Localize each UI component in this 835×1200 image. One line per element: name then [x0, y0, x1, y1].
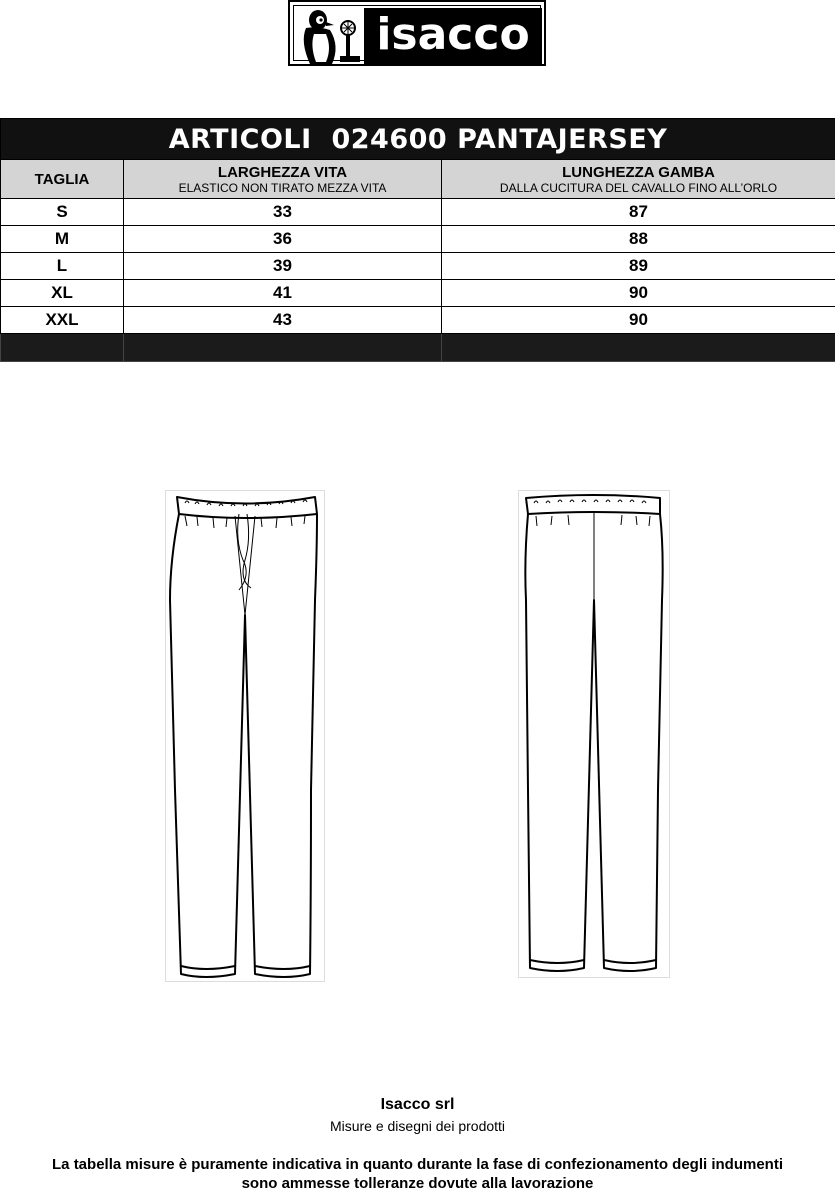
header-leg [442, 160, 835, 199]
disclaimer [0, 1155, 835, 1193]
size-cell: XL [1, 280, 124, 307]
leg-cell: 89 [442, 253, 835, 280]
logo-frame [293, 5, 541, 61]
size-cell: XXL [1, 307, 124, 334]
header-leg-label: LUNGHEZZA GAMBA [562, 163, 715, 181]
leg-cell: 90 [442, 307, 835, 334]
footer-cell [124, 334, 442, 362]
leg-cell: 87 [442, 199, 835, 226]
header-waist [124, 160, 442, 199]
leg-cell: 88 [442, 226, 835, 253]
waist-cell: 36 [124, 226, 442, 253]
disclaimer-line: La tabella misure è puramente indicativa in quanto durante la fase di confezionamento degli indumenti [52, 1156, 783, 1173]
waist-cell: 41 [124, 280, 442, 307]
table-title: ARTICOLI 024600 PANTAJERSEY [1, 119, 835, 160]
waist-cell: 39 [124, 253, 442, 280]
table-row [1, 307, 835, 334]
table-row [1, 199, 835, 226]
trousers-back-drawing [518, 490, 670, 978]
header-size [1, 160, 124, 199]
penguin-mascot-icon [296, 8, 368, 64]
document-subtitle: Misure e disegni dei prodotti [329, 1118, 506, 1134]
header-size-label: TAGLIA [34, 170, 90, 188]
table-row [1, 226, 835, 253]
size-cell: S [1, 199, 124, 226]
brand-logo [288, 0, 546, 66]
company-name: Isacco srl [380, 1096, 455, 1113]
size-chart-table [0, 118, 835, 362]
trousers-front-drawing [165, 490, 325, 982]
leg-cell: 90 [442, 280, 835, 307]
disclaimer-line: sono ammesse tolleranze dovute alla lavorazione [241, 1175, 594, 1192]
table-row [1, 280, 835, 307]
waist-cell: 43 [124, 307, 442, 334]
header-waist-label: LARGHEZZA VITA [217, 163, 348, 181]
size-cell: L [1, 253, 124, 280]
table-title-row [1, 119, 835, 160]
waist-cell: 33 [124, 199, 442, 226]
header-leg-note: DALLA CUCITURA DEL CAVALLO FINO ALL’ORLO [499, 180, 778, 195]
logo-wordmark: isacco [364, 8, 542, 64]
table-footer-row [1, 334, 835, 362]
table-header-row [1, 160, 835, 199]
table-row [1, 253, 835, 280]
footer-cell [1, 334, 124, 362]
footer-cell [442, 334, 835, 362]
header-waist-note: ELASTICO NON TIRATO MEZZA VITA [178, 180, 387, 195]
size-cell: M [1, 226, 124, 253]
